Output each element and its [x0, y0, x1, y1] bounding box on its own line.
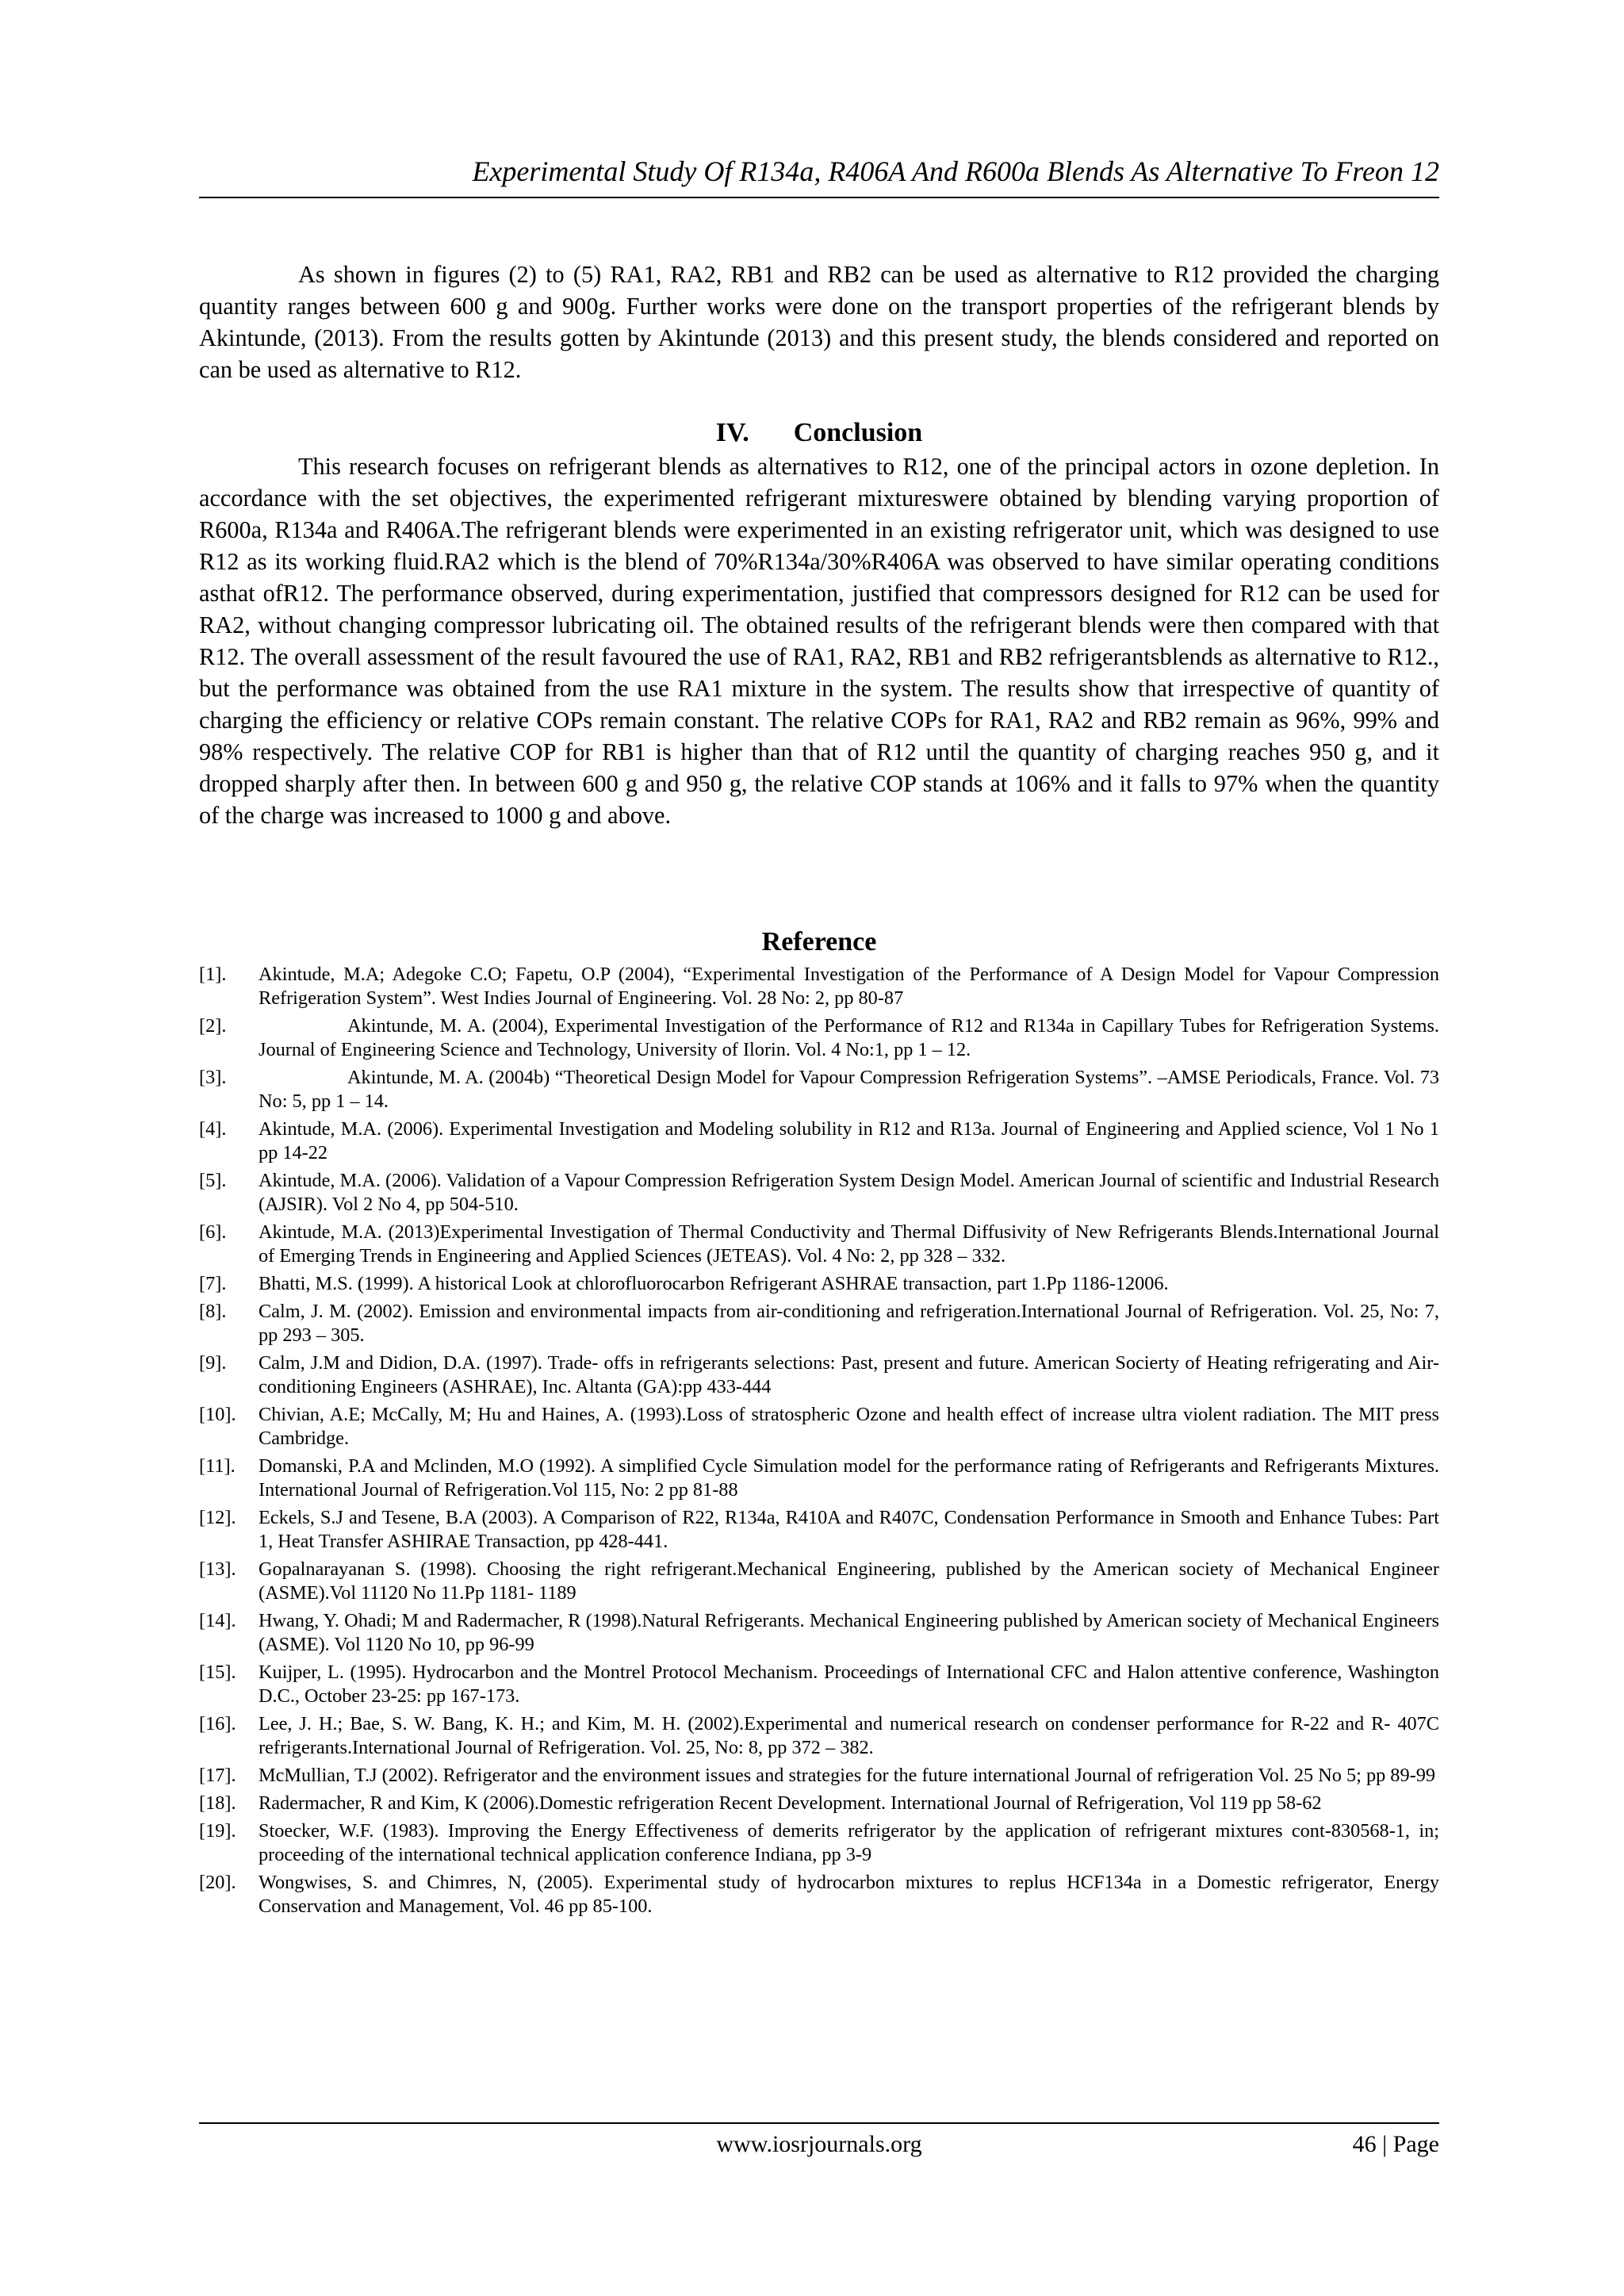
reference-number: [3]. [199, 1067, 227, 1088]
reference-item [199, 1272, 1439, 1296]
reference-list [199, 963, 1439, 1922]
reference-item [199, 1764, 1439, 1788]
reference-item [199, 1169, 1439, 1217]
reference-number: [17]. [199, 1765, 236, 1786]
reference-number: [15]. [199, 1662, 236, 1683]
reference-text: Radermacher, R and Kim, K (2006).Domestic refrigeration Recent Development. International Journal of Refrigeration, Vol 119 pp 58-62 [259, 1792, 1322, 1814]
reference-number: [20]. [199, 1872, 236, 1893]
reference-text: Akintunde, M. A. (2004b) “Theoretical Design Model for Vapour Compression Refrigeration Systems”. –AMSE Periodicals, France. Vol. 73 No: 5, pp 1 – 14. [259, 1067, 1439, 1112]
paper-page [199, 0, 1439, 2296]
reference-number: [6]. [199, 1221, 227, 1243]
reference-item [199, 1819, 1439, 1867]
reference-text: Hwang, Y. Ohadi; M and Radermacher, R (1998).Natural Refrigerants. Mechanical Engineering published by American society of Mechanical Engineers (ASME). Vol 1120 No 10, pp 96-99 [259, 1610, 1439, 1655]
reference-text: Akintunde, M. A. (2004), Experimental Investigation of the Performance of R12 and R134a in Capillary Tubes for Refrigeration Systems. Journal of Engineering Science and Technology, University of Ilorin. Vol. 4 No:1, pp 1 – 12. [259, 1015, 1439, 1060]
reference-number: [5]. [199, 1170, 227, 1191]
page-number: 46 | Page [1352, 2131, 1439, 2157]
reference-number: [13]. [199, 1558, 236, 1580]
reference-number: [8]. [199, 1301, 227, 1322]
reference-text: Domanski, P.A and Mclinden, M.O (1992). A simplified Cycle Simulation model for the performance rating of Refrigerants and Refrigerants Mixtures. International Journal of Refrigeration.Vol 115, No: 2 pp 81-88 [259, 1455, 1439, 1501]
running-header: Experimental Study Of R134a, R406A And R600a Blends As Alternative To Freon 12 [472, 155, 1439, 187]
reference-item [199, 1403, 1439, 1451]
reference-text: Calm, J. M. (2002). Emission and environmental impacts from air-conditioning and refrigeration.International Journal of Refrigeration. Vol. 25, No: 7, pp 293 – 305. [259, 1301, 1439, 1346]
reference-item [199, 1014, 1439, 1062]
reference-text: Lee, J. H.; Bae, S. W. Bang, K. H.; and Kim, M. H. (2002).Experimental and numerical research on condenser performance for R-22 and R- 407C refrigerants.International Journal of Refrigeration. Vol. 25, No: 8, pp 372 – 382. [259, 1713, 1439, 1758]
reference-item [199, 1066, 1439, 1114]
reference-text: Calm, J.M and Didion, D.A. (1997). Trade- offs in refrigerants selections: Past, present and future. American Socierty of Heating refrigerating and Air-conditioning Engineers (ASHRAE), Inc. Altanta (GA):pp 433-444 [259, 1352, 1439, 1397]
reference-text: Wongwises, S. and Chimres, N, (2005). Experimental study of hydrocarbon mixtures to replus HCF134a in a Domestic refrigerator, Energy Conservation and Management, Vol. 46 pp 85-100. [259, 1872, 1439, 1917]
reference-number: [9]. [199, 1352, 227, 1374]
section-title: Conclusion [793, 418, 923, 447]
reference-item [199, 1506, 1439, 1554]
reference-number: [1]. [199, 964, 227, 985]
reference-text: Chivian, A.E; McCally, M; Hu and Haines, A. (1993).Loss of stratospheric Ozone and health effect of increase ultra violent radiation. The MIT press Cambridge. [259, 1404, 1439, 1449]
reference-item [199, 1300, 1439, 1347]
reference-item [199, 1351, 1439, 1399]
reference-number: [14]. [199, 1610, 236, 1631]
header-rule [199, 197, 1439, 198]
reference-number: [18]. [199, 1792, 236, 1814]
reference-item [199, 1661, 1439, 1708]
reference-item [199, 1455, 1439, 1502]
reference-item [199, 1712, 1439, 1760]
reference-item [199, 1117, 1439, 1165]
reference-number: [11]. [199, 1455, 236, 1477]
reference-number: [12]. [199, 1507, 236, 1528]
reference-item [199, 1792, 1439, 1815]
intro-paragraph: As shown in figures (2) to (5) RA1, RA2, RB1 and RB2 can be used as alternative to R12 provided the charging quantity ranges between 600 g and 900g. Further works were done on the transport properties of the refrigerant blends by Akintunde, (2013). From the results gotten by Akintunde (2013) and this present study, the blends considered and reported on can be used as alternative to R12. [199, 261, 1439, 383]
reference-heading: Reference [761, 927, 877, 956]
reference-item [199, 1871, 1439, 1918]
reference-number: [7]. [199, 1273, 227, 1294]
reference-number: [4]. [199, 1118, 227, 1140]
reference-number: [10]. [199, 1404, 236, 1425]
reference-text: McMullian, T.J (2002). Refrigerator and the environment issues and strategies for the future international Journal of refrigeration Vol. 25 No 5; pp 89-99 [259, 1765, 1435, 1786]
reference-text: Akintude, M.A. (2006). Experimental Investigation and Modeling solubility in R12 and R13a. Journal of Engineering and Applied science, Vol 1 No 1 pp 14-22 [259, 1118, 1439, 1163]
reference-text: Stoecker, W.F. (1983). Improving the Energy Effectiveness of demerits refrigerator by the application of refrigerant mixtures cont-830568-1, in; proceeding of the international technical application conference Indiana, pp 3-9 [259, 1820, 1439, 1865]
reference-text: Akintude, M.A; Adegoke C.O; Fapetu, O.P (2004), “Experimental Investigation of the Performance of A Design Model for Vapour Compression Refrigeration System”. West Indies Journal of Engineering. Vol. 28 No: 2, pp 80-87 [259, 964, 1439, 1009]
reference-text: Eckels, S.J and Tesene, B.A (2003). A Comparison of R22, R134a, R410A and R407C, Condensation Performance in Smooth and Enhance Tubes: Part 1, Heat Transfer ASHIRAE Transaction, pp 428-441. [259, 1507, 1439, 1552]
reference-text: Kuijper, L. (1995). Hydrocarbon and the Montrel Protocol Mechanism. Proceedings of International CFC and Halon attentive conference, Washington D.C., October 23-25: pp 167-173. [259, 1662, 1439, 1707]
reference-text: Akintude, M.A. (2013)Experimental Investigation of Thermal Conductivity and Thermal Diffusivity of New Refrigerants Blends.International Journal of Emerging Trends in Engineering and Applied Sciences (JETEAS). Vol. 4 No: 2, pp 328 – 332. [259, 1221, 1439, 1267]
reference-number: [2]. [199, 1015, 227, 1037]
reference-number: [16]. [199, 1713, 236, 1734]
reference-text: Akintude, M.A. (2006). Validation of a Vapour Compression Refrigeration System Design Model. American Journal of scientific and Industrial Research (AJSIR). Vol 2 No 4, pp 504-510. [259, 1170, 1439, 1215]
conclusion-heading [199, 417, 1439, 449]
section-number: IV. [715, 418, 749, 447]
reference-text: Gopalnarayanan S. (1998). Choosing the right refrigerant.Mechanical Engineering, published by the American society of Mechanical Engineer (ASME).Vol 11120 No 11.Pp 1181- 1189 [259, 1558, 1439, 1604]
reference-item [199, 963, 1439, 1010]
footer-rule [199, 2122, 1439, 2124]
reference-item [199, 1558, 1439, 1605]
reference-text: Bhatti, M.S. (1999). A historical Look at chlorofluorocarbon Refrigerant ASHRAE transaction, part 1.Pp 1186-12006. [259, 1273, 1169, 1294]
footer-url: www.iosrjournals.org [716, 2131, 922, 2157]
reference-item [199, 1609, 1439, 1657]
conclusion-paragraph: This research focuses on refrigerant blends as alternatives to R12, one of the principal actors in ozone depletion. In accordance with the set objectives, the experimented refrigerant mixtureswere obtained by blending varying proportion of R600a, R134a and R406A.The refrigerant blends were experimented in an existing refrigerator unit, which was designed to use R12 as its working fluid.RA2 which is the blend of 70%R134a/30%R406A was observed to have similar operating conditions asthat ofR12. The performance observed, during experimentation, justified that compressors designed for R12 can be used for RA2, without changing compressor lubricating oil. The obtained results of the refrigerant blends were then compared with that R12. The overall assessment of the result favoured the use of RA1, RA2, RB1 and RB2 refrigerantsblends as alternative to R12., but the performance was obtained from the use RA1 mixture in the system. The results show that irrespective of quantity of charging the efficiency or relative COPs remain constant. The relative COPs for RA1, RA2 and RB2 remain as 96%, 99% and 98% respectively. The relative COP for RB1 is higher than that of R12 until the quantity of charging reaches 950 g, and it dropped sharply after then. In between 600 g and 950 g, the relative COP stands at 106% and it falls to 97% when the quantity of the charge was increased to 1000 g and above. [199, 453, 1439, 829]
reference-item [199, 1221, 1439, 1268]
reference-number: [19]. [199, 1820, 236, 1842]
